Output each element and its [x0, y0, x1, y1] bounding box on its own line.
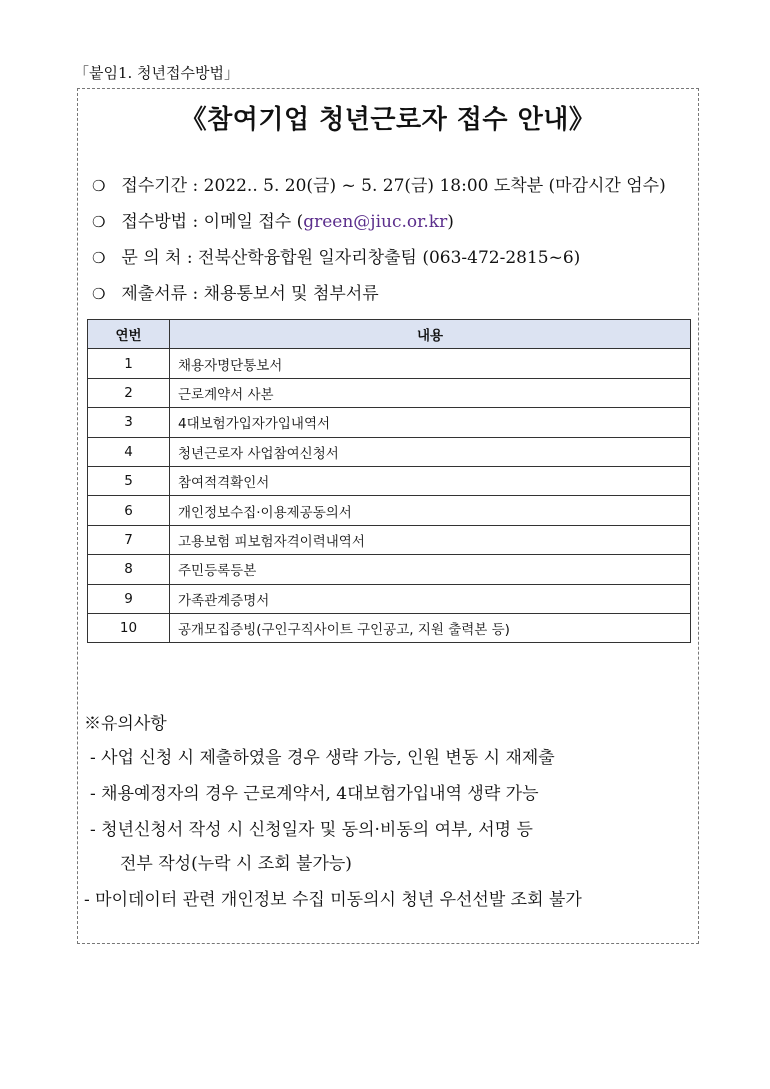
notes-heading: ※유의사항: [84, 714, 167, 734]
note-item: - 사업 신청 시 제출하였을 경우 생략 가능, 인원 변동 시 재제출: [90, 748, 555, 768]
row-item: 개인정보수집·이용제공동의서: [170, 496, 691, 525]
row-no: 1: [88, 349, 170, 378]
row-item: 근로계약서 사본: [170, 378, 691, 407]
info-label: 접수방법: [121, 212, 188, 232]
info-value: 전북산학융합원 일자리창출팀 (063-472-2815~6): [198, 248, 581, 268]
row-no: 6: [88, 496, 170, 525]
info-label: 접수기간: [121, 176, 188, 196]
table-row: [88, 349, 691, 378]
info-contact: [92, 243, 580, 268]
table-row: [88, 408, 691, 437]
row-item: 고용보험 피보험자격이력내역서: [170, 525, 691, 554]
info-method: [92, 207, 454, 232]
info-documents: [92, 279, 379, 304]
note-item: - 청년신청서 작성 시 신청일자 및 동의·비동의 여부, 서명 등: [90, 820, 533, 840]
note-item-continued: 전부 작성(누락 시 조회 불가능): [120, 854, 352, 874]
table-row: [88, 496, 691, 525]
circle-bullet-icon: ❍: [92, 249, 106, 267]
table-row: [88, 378, 691, 407]
circle-bullet-icon: ❍: [92, 177, 106, 195]
table-row: [88, 555, 691, 584]
row-no: 4: [88, 437, 170, 466]
info-sep: :: [192, 284, 199, 304]
info-value: 2022.. 5. 20(금) ~ 5. 27(금) 18:00 도착분 (마감시간 엄수): [203, 176, 666, 196]
row-no: 2: [88, 378, 170, 407]
circle-bullet-icon: ❍: [92, 285, 106, 303]
table-row: [88, 525, 691, 554]
column-header-item: 내용: [170, 320, 691, 349]
info-sep: :: [192, 176, 199, 196]
email-link[interactable]: green@jiuc.or.kr: [303, 212, 448, 232]
info-label: 제출서류: [121, 284, 188, 304]
row-item: 가족관계증명서: [170, 584, 691, 613]
column-header-no: 연번: [88, 320, 170, 349]
note-item: - 채용예정자의 경우 근로계약서, 4대보험가입내역 생략 가능: [90, 784, 539, 804]
row-item: 4대보험가입자가입내역서: [170, 408, 691, 437]
row-no: 5: [88, 466, 170, 495]
info-period: [92, 171, 666, 196]
row-no: 9: [88, 584, 170, 613]
table-row: [88, 466, 691, 495]
row-no: 8: [88, 555, 170, 584]
info-value: 채용통보서 및 첨부서류: [203, 284, 379, 304]
notice-title: 《참여기업 청년근로자 접수 안내》: [180, 105, 596, 135]
attachment-label: 「붙임1. 청년접수방법」: [74, 64, 240, 82]
row-no: 10: [88, 613, 170, 642]
info-value: 이메일 접수 (: [203, 212, 304, 232]
row-item: 채용자명단통보서: [170, 349, 691, 378]
info-sep: :: [186, 248, 193, 268]
row-no: 7: [88, 525, 170, 554]
row-no: 3: [88, 408, 170, 437]
table-header-row: [88, 320, 691, 349]
note-item: - 마이데이터 관련 개인정보 수집 미동의시 청년 우선선발 조회 불가: [84, 890, 582, 910]
row-item: 주민등록등본: [170, 555, 691, 584]
table-row: [88, 584, 691, 613]
row-item: 청년근로자 사업참여신청서: [170, 437, 691, 466]
notice-frame: [77, 88, 699, 944]
info-label: 문 의 처: [121, 248, 182, 268]
documents-table: [87, 319, 691, 643]
table-row: [88, 437, 691, 466]
circle-bullet-icon: ❍: [92, 213, 106, 231]
table-row: [88, 613, 691, 642]
info-sep: :: [192, 212, 199, 232]
row-item: 참여적격확인서: [170, 466, 691, 495]
row-item: 공개모집증빙(구인구직사이트 구인공고, 지원 출력본 등): [170, 613, 691, 642]
info-value-end: ): [447, 212, 454, 232]
